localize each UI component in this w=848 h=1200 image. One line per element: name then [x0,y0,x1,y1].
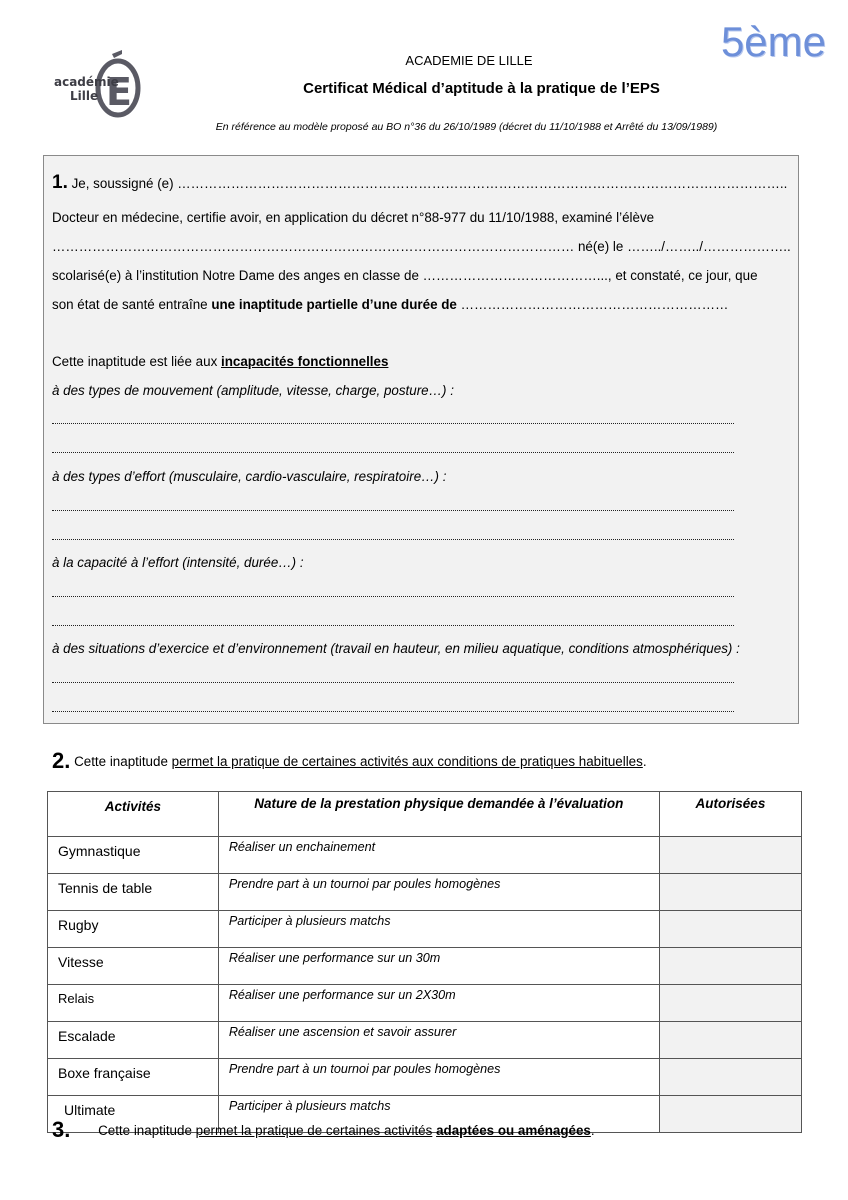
item-mouvement-field-2[interactable] [52,452,734,453]
section-3-text: Cette inaptitude [98,1123,196,1138]
table-row [48,874,802,911]
activity-cell: Vitesse [48,948,219,985]
activity-cell: Gymnastique [48,837,219,874]
activity-cell: Escalade [48,1022,219,1059]
activities-table [47,791,802,1133]
svg-text:E: E [106,70,132,114]
section-1-number: 1. [52,172,68,193]
section-1-line-1 [52,172,787,194]
duree-field[interactable]: …………………………………………………… [456,297,729,312]
table-header-row [48,792,802,837]
section-3-bold-text: adaptées ou aménagées [436,1123,591,1138]
section-3-underlined-text: permet la pratique de certaines activités [195,1123,433,1138]
document-title: Certificat Médical d’aptitude à la pratique de l’EPS [303,80,660,97]
nature-cell: Réaliser un enchainement [218,837,659,874]
autorisee-cell[interactable] [659,948,801,985]
table-row [48,1059,802,1096]
section-2-underlined-text: permet la pratique de certaines activités aux conditions de pratiques habituelles [171,754,643,769]
nature-cell: Participer à plusieurs matchs [218,911,659,948]
incapacites-line [52,354,388,369]
item-mouvement-label: à des types de mouvement (amplitude, vitesse, charge, posture…) : [52,383,454,398]
incapacites-bold-text: incapacités fonctionnelles [220,354,389,369]
reference-note: En référence au modèle proposé au BO n°36 du 26/10/1989 (décret du 11/10/1988 et Arrêté du 13/09/1989) [215,121,718,133]
section-2-period: . [642,754,647,769]
nature-cell: Prendre part à un tournoi par poules homogènes [218,874,659,911]
section-1-line-2: Docteur en médecine, certifie avoir, en application du décret n°88-977 du 11/10/1988, examiné l’élève [52,210,655,225]
section-3-heading [52,1117,595,1143]
item-situations-field-1[interactable] [52,682,734,683]
column-header-autorisees: Autorisées [659,792,801,837]
classe-field[interactable]: scolarisé(e) à l’institution Notre Dame des anges en classe de …………………………………..., et constaté, ce jour, que [52,268,758,283]
column-header-activites: Activités [48,792,219,837]
table-row [48,837,802,874]
autorisee-cell[interactable] [659,837,801,874]
item-capacite-field-2[interactable] [52,625,734,626]
autorisee-cell[interactable] [659,911,801,948]
table-row [48,948,802,985]
table-row [48,985,802,1022]
incapacites-text: Cette inaptitude est liée aux [52,354,221,369]
activity-cell: Ultimate [48,1096,219,1133]
item-situations-label: à des situations d’exercice et d’environnement (travail en hauteur, en milieu aquatique, conditions atmosphériques) : [52,641,740,656]
nature-cell: Participer à plusieurs matchs [218,1096,659,1133]
activity-cell: Rugby [48,911,219,948]
nature-cell: Réaliser une ascension et savoir assurer [218,1022,659,1059]
item-effort-field-2[interactable] [52,539,734,540]
nature-cell: Réaliser une performance sur un 2X30m [218,985,659,1022]
activity-cell: Tennis de table [48,874,219,911]
academie-heading: ACADEMIE DE LILLE [405,53,533,68]
activity-cell: Relais [48,985,219,1022]
autorisee-cell[interactable] [659,985,801,1022]
logo-text-lille: Lille [70,89,99,103]
section-2-heading [52,748,647,774]
autorisee-cell[interactable] [659,1022,801,1059]
table-row [48,1022,802,1059]
column-header-nature: Nature de la prestation physique demandée à l’évaluation [218,792,659,837]
soussigne-field[interactable]: Je, soussigné (e) ……………………………………………………………………………………………………………………….. [71,176,788,191]
grade-label: 5ème [720,18,826,65]
item-situations-field-2[interactable] [52,711,734,712]
item-effort-field-1[interactable] [52,510,734,511]
autorisee-cell[interactable] [659,1059,801,1096]
duree-line [52,297,728,312]
autorisee-cell[interactable] [659,874,801,911]
table-row [48,911,802,948]
item-mouvement-field-1[interactable] [52,423,734,424]
item-capacite-label: à la capacité à l’effort (intensité, durée…) : [52,555,304,570]
logo-text-academie: académie [54,75,119,89]
activity-cell: Boxe française [48,1059,219,1096]
eleve-name-birthdate-field[interactable]: ……………………………………………………………………………………………………… né(e) le ……../……../……………….. [52,239,791,254]
autorisee-cell[interactable] [659,1096,801,1133]
nature-cell: Réaliser une performance sur un 30m [218,948,659,985]
nature-cell: Prendre part à un tournoi par poules homogènes [218,1059,659,1096]
section-3-period: . [590,1123,595,1138]
item-capacite-field-1[interactable] [52,596,734,597]
section-2-text: Cette inaptitude [74,754,172,769]
duree-bold-text: une inaptitude partielle d’une durée de [211,297,457,312]
duree-text: son état de santé entraîne [52,297,212,312]
section-2-number: 2. [52,748,71,773]
section-3-number: 3. [52,1117,71,1142]
item-effort-label: à des types d’effort (musculaire, cardio-vasculaire, respiratoire…) : [52,469,447,484]
